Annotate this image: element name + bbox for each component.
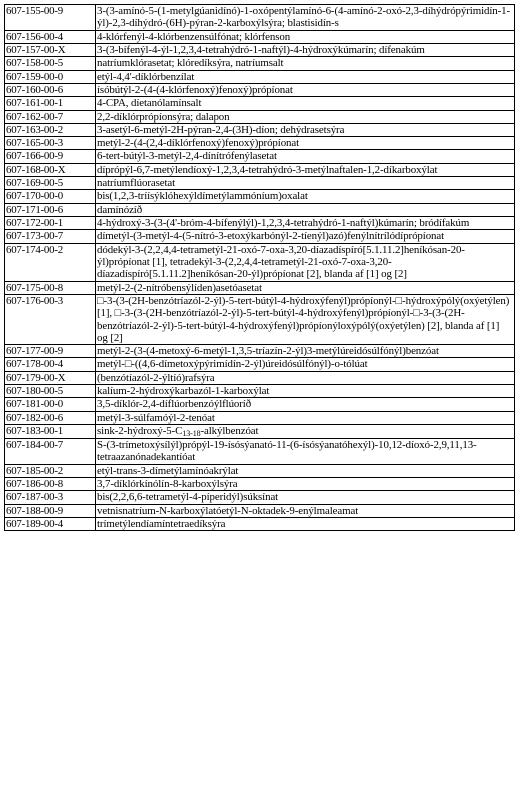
index-number-cell: 607-163-00-2 xyxy=(5,123,96,136)
index-number-cell: 607-177-00-9 xyxy=(5,345,96,358)
index-number-cell: 607-185-00-2 xyxy=(5,464,96,477)
index-number-cell: 607-187-00-3 xyxy=(5,491,96,504)
index-number-cell: 607-160-00-6 xyxy=(5,83,96,96)
table-row xyxy=(5,110,515,123)
chemical-name-cell: 3-asetýl-6-metýl-2H-pýran-2,4-(3H)-díon; dehýdrasetsýra xyxy=(96,123,515,136)
chemical-name-cell: bis(2,2,6,6-tetrametýl-4-píperidýl)súksínat xyxy=(96,491,515,504)
chemical-name-cell: 3-(3-amínó-5-(1-metylgúanidínó)-1-oxópentýlamínó-6-(4-amínó-2-oxó-2,3-díhýdrópýrimidín-1-ýl)-2,3-díhýdró-(6H)-pýran-2-karboxýlsýra; blastisidín-s xyxy=(96,5,515,31)
index-number-cell: 607-176-00-3 xyxy=(5,294,96,344)
chemical-name-cell: vetnisnatríum-N-karboxýlatóetýl-N-oktadek-9-enýlmaleamat xyxy=(96,504,515,517)
index-number-cell: 607-174-00-2 xyxy=(5,243,96,281)
table-row xyxy=(5,385,515,398)
index-number-cell: 607-186-00-8 xyxy=(5,477,96,490)
index-number-cell: 607-159-00-0 xyxy=(5,70,96,83)
table-row xyxy=(5,504,515,517)
table-row xyxy=(5,281,515,294)
chemical-name-cell: metýl-3-súlfamóýl-2-tenóat xyxy=(96,411,515,424)
table-row xyxy=(5,123,515,136)
index-number-cell: 607-162-00-7 xyxy=(5,110,96,123)
table-row xyxy=(5,43,515,56)
table-row xyxy=(5,425,515,439)
table-row xyxy=(5,345,515,358)
index-number-cell: 607-172-00-1 xyxy=(5,217,96,230)
index-number-cell: 607-188-00-9 xyxy=(5,504,96,517)
chemical-name-cell: metýl-2-(4-(2,4-díklórfenoxý)fenoxý)própíonat xyxy=(96,137,515,150)
chemical-name-cell: (benzótíazól-2-ýltíó)rafsýra xyxy=(96,371,515,384)
chemical-name-cell: kalíum-2-hýdroxýkarbazól-1-karboxýlat xyxy=(96,385,515,398)
table-row xyxy=(5,217,515,230)
chemical-name-cell: 4-hýdroxý-3-(3-(4'-bróm-4-bífenýlýl)-1,2,3,4-tetrahýdró-1-naftýl)kúmarín; bródífakúm xyxy=(96,217,515,230)
chemical-name-cell: 2,2-díklórprópíonsýra; dalapon xyxy=(96,110,515,123)
index-number-cell: 607-161-00-1 xyxy=(5,97,96,110)
table-row xyxy=(5,57,515,70)
chemical-name-cell: metýl-2-(3-(4-metoxý-6-metýl-1,3,5-tríazín-2-ýl)3-metýlúreidósúlfónýl)benzóat xyxy=(96,345,515,358)
index-number-cell: 607-155-00-9 xyxy=(5,5,96,31)
table-row xyxy=(5,294,515,344)
chemical-name-cell: metýl-□-((4,6-dímetoxýpýrimídín-2-ýl)úreidósúlfónýl)-o-tólúat xyxy=(96,358,515,371)
table-row xyxy=(5,30,515,43)
table-row xyxy=(5,491,515,504)
index-number-cell: 607-168-00-X xyxy=(5,163,96,176)
chemical-name-cell: 3,5-díklór-2,4-díflúorbenzóýlflúoríð xyxy=(96,398,515,411)
index-number-cell: 607-165-00-3 xyxy=(5,137,96,150)
chemical-name-cell: 4-CPA, díetanólamínsalt xyxy=(96,97,515,110)
index-number-cell: 607-170-00-0 xyxy=(5,190,96,203)
chemical-name-cell: natríumflúorasetat xyxy=(96,177,515,190)
index-number-cell: 607-180-00-5 xyxy=(5,385,96,398)
table-row xyxy=(5,371,515,384)
document-page xyxy=(4,4,514,531)
chemical-name-cell: 3-(3-bífenýl-4-ýl-1,2,3,4-tetrahýdró-1-naftýl)-4-hýdroxýkúmarín; dífenakúm xyxy=(96,43,515,56)
table-row xyxy=(5,439,515,465)
chemical-name-cell: 3,7-díklórkínólín-8-karboxýlsýra xyxy=(96,477,515,490)
index-number-cell: 607-189-00-4 xyxy=(5,517,96,530)
chemical-name-cell: díprópýl-6,7-metýlendíoxý-1,2,3,4-tetrahýdró-3-metýlnaftalen-1,2-díkarboxýlat xyxy=(96,163,515,176)
index-number-cell: 607-173-00-7 xyxy=(5,230,96,243)
table-row xyxy=(5,177,515,190)
chemical-name-cell: ísóbútýl-2-(4-(4-klórfenoxý)fenoxý)própíonat xyxy=(96,83,515,96)
index-number-cell: 607-171-00-6 xyxy=(5,203,96,216)
table-row xyxy=(5,243,515,281)
table-row xyxy=(5,411,515,424)
index-number-cell: 607-179-00-X xyxy=(5,371,96,384)
index-number-cell: 607-157-00-X xyxy=(5,43,96,56)
index-number-cell: 607-166-00-9 xyxy=(5,150,96,163)
chemical-name-subscript: 13-18 xyxy=(182,429,201,438)
index-number-cell: 607-169-00-5 xyxy=(5,177,96,190)
index-number-cell: 607-183-00-1 xyxy=(5,425,96,439)
table-row xyxy=(5,477,515,490)
index-number-cell: 607-175-00-8 xyxy=(5,281,96,294)
index-number-cell: 607-181-00-0 xyxy=(5,398,96,411)
chemical-name-cell: metýl-2-(2-nítróbensýlíden)asetóasetat xyxy=(96,281,515,294)
table-row xyxy=(5,97,515,110)
chemical-name-cell xyxy=(96,425,515,439)
table-row xyxy=(5,464,515,477)
chemical-name-cell: dódekýl-3-(2,2,4,4-tetrametýl-21-oxó-7-oxa-3,20-díazadíspíró[5.1.11.2]heníkósan-20-ýl)própíonat [1], tetradekýl-3-(2,2,4,4-tetrametýl-21-oxó-7-oxa-3,20-díazadíspíró[5.1.11.2]heníkósan-20-ýl)própíonat [2], blanda af [1] og [2] xyxy=(96,243,515,281)
substance-table xyxy=(4,4,515,531)
index-number-cell: 607-178-00-4 xyxy=(5,358,96,371)
chemical-name-cell: etýl-4,4'-díklórbenzílat xyxy=(96,70,515,83)
chemical-name-cell: 4-klórfenýl-4-klórbenzensúlfónat; klórfenson xyxy=(96,30,515,43)
table-row xyxy=(5,203,515,216)
chemical-name-cell: 6-tert-bútýl-3-metýl-2,4-dínítrófenýlasetat xyxy=(96,150,515,163)
substance-table-body xyxy=(5,5,515,531)
table-row xyxy=(5,230,515,243)
table-row xyxy=(5,163,515,176)
table-row xyxy=(5,83,515,96)
chemical-name-suffix: -alkýlbenzóat xyxy=(200,425,259,437)
chemical-name-cell: trímetýlendíamíntetraedíksýra xyxy=(96,517,515,530)
table-row xyxy=(5,150,515,163)
index-number-cell: 607-158-00-5 xyxy=(5,57,96,70)
chemical-name-prefix: sink-2-hýdroxý-5-C xyxy=(97,425,183,437)
chemical-name-cell: damínózíð xyxy=(96,203,515,216)
table-row xyxy=(5,358,515,371)
chemical-name-cell: bis(1,2,3-tríísýklóhexýldímetýlammóníum)oxalat xyxy=(96,190,515,203)
table-row xyxy=(5,137,515,150)
table-row xyxy=(5,70,515,83)
chemical-name-cell: dímetýl-(3-metýl-4-(5-nítró-3-etoxýkarbónýl-2-tíenýl)azó)fenýlnítrílódíprópíonat xyxy=(96,230,515,243)
chemical-name-cell: □-3-(3-(2H-benzótríazól-2-ýl)-5-tert-bútýl-4-hýdroxýfenýl)própíonýl-□-hýdroxýpólý(oxýetýlen) [1], □-3-(3-(2H-benzótríazól-2-ýl)-5-tert-bútýl-4-hýdroxýfenýl)própíonýl-□-3-(3-(2H-benzótríazól-2-ýl)-5-tert-bútýl-4-hýdroxýfenýl)própíonýloxýpólý(oxýetýlen) [2], blanda af [1] og [2] xyxy=(96,294,515,344)
table-row xyxy=(5,5,515,31)
table-row xyxy=(5,398,515,411)
chemical-name-cell: S-(3-trímetoxýsílýl)própýl-19-ísósýanató-11-(6-ísósýanatóhexýl)-10,12-díoxó-2,9,11,13-tetraazanónadekantíóat xyxy=(96,439,515,465)
index-number-cell: 607-184-00-7 xyxy=(5,439,96,465)
chemical-name-cell: natríumklórasetat; klóredíksýra, natríumsalt xyxy=(96,57,515,70)
table-row xyxy=(5,190,515,203)
table-row xyxy=(5,517,515,530)
index-number-cell: 607-182-00-6 xyxy=(5,411,96,424)
index-number-cell: 607-156-00-4 xyxy=(5,30,96,43)
chemical-name-cell: etýl-trans-3-dímetýlamínóakrýlat xyxy=(96,464,515,477)
